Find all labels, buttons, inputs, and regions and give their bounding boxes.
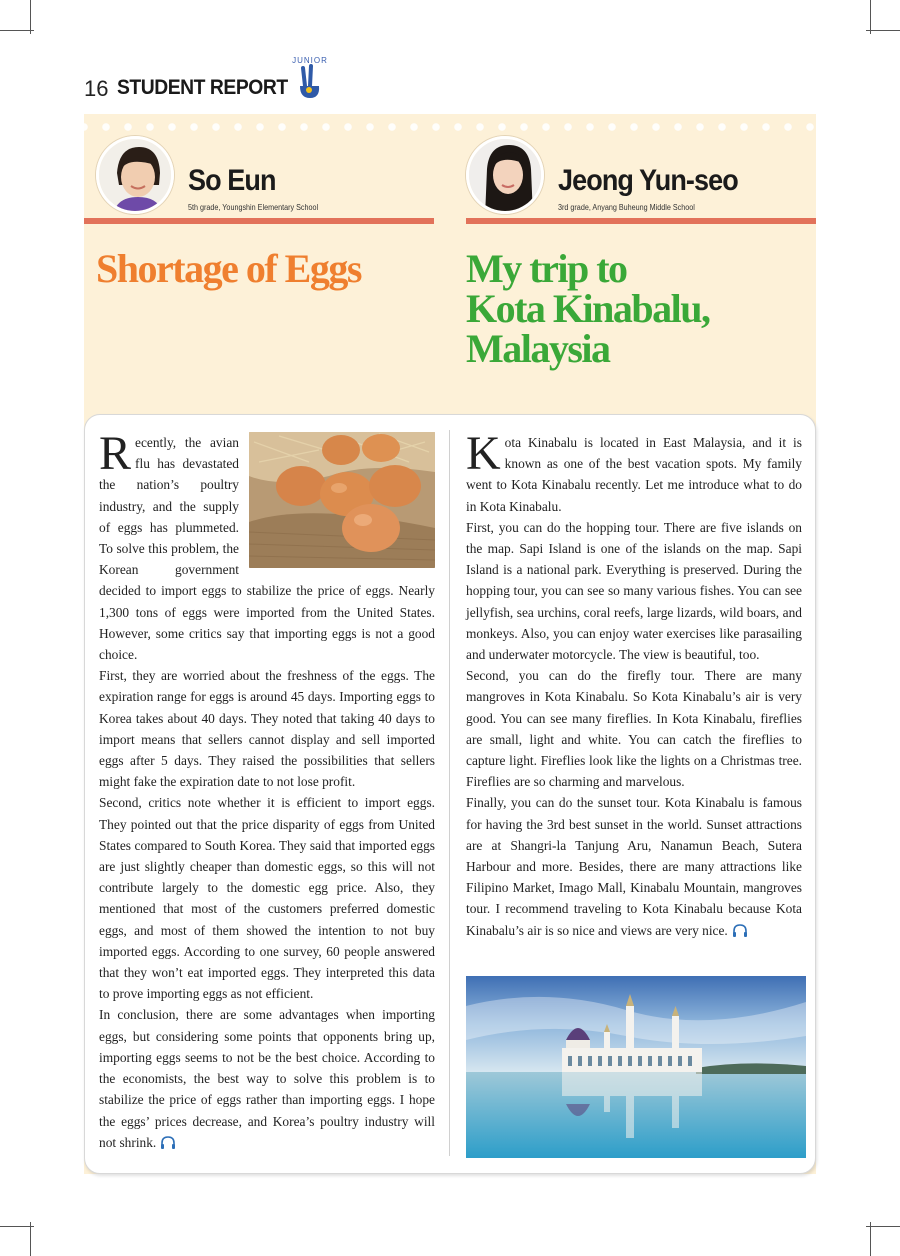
paragraph: Second, you can do the firefly tour. There are many mangroves in Kota Kinabalu. So Kota Kinabalu’s air is very good. You can see many fireflies. In Kota Kinabalu, fireflies are small, light and white. You can catch the fireflies to capture light. Fireflies look like the lights on a Christmas tree. Fireflies are so charming and marvelous. bbox=[466, 668, 802, 790]
article-body-left bbox=[99, 427, 435, 1153]
headline-line: Kota Kinabalu, bbox=[466, 286, 710, 331]
headphones-icon bbox=[160, 1136, 176, 1149]
article-headline-left: Shortage of Eggs bbox=[96, 246, 361, 291]
drop-cap: R bbox=[99, 427, 132, 480]
author-grade: 5th grade, Youngshin Elementary School bbox=[188, 203, 319, 212]
eggs-photo bbox=[249, 432, 435, 568]
headphones-icon bbox=[732, 924, 748, 937]
paragraph: Finally, you can do the sunset tour. Kota Kinabalu is famous for having the 3rd best sunset in the world. Sunset attractions are at Shangri-la Tanjung Aru, Nanamun Beach, Sutera Harbour and more. Besides, there are many attractions like Filipino Market, Imago Mall, Kinabalu Mountain, mangroves tour. I recommend traveling to Kota Kinabalu because Kota Kinabalu’s air is so nice and views are very nice. bbox=[466, 795, 802, 938]
avatar bbox=[96, 136, 174, 214]
crop-mark bbox=[0, 30, 34, 31]
crop-mark bbox=[30, 1222, 31, 1256]
author-block-right bbox=[466, 134, 816, 226]
crop-mark bbox=[866, 1226, 900, 1227]
paragraph: In conclusion, there are some advantages when importing eggs, but considering some points that opponents bring up, importing eggs seems to not be the best choice. According to the economists, the best way to solve this problem is to stabilize the price of eggs rather than importing eggs. I hope the eggs’ prices decrease, and Korea’s poultry industry will not shrink. bbox=[99, 1007, 435, 1150]
paragraph: Recently, the avian flu has devastated the nation’s poultry industry, and the supply of eggs has plummeted. To solve this problem, the Korean government decided to import eggs to stabilize the price of eggs. Nearly 1,300 tons of eggs were imported from the United States. However, some critics say that importing eggs is not a good choice. bbox=[99, 427, 435, 663]
author-rule bbox=[84, 218, 434, 224]
junior-logo bbox=[290, 56, 330, 104]
film-sprockets bbox=[84, 122, 816, 132]
author-block-left bbox=[84, 134, 434, 226]
page-number: 16 bbox=[84, 76, 109, 101]
article-headline-right bbox=[466, 246, 806, 371]
student-portrait-icon bbox=[99, 139, 174, 214]
crop-mark bbox=[870, 1222, 871, 1256]
page-header bbox=[84, 56, 384, 110]
author-name: Jeong Yun-seo bbox=[558, 164, 738, 197]
paragraph: Kota Kinabalu is located in East Malaysia, and it is known as one of the best vacation spots. My family went to Kota Kinabalu recently. Let me introduce what to do in Kota Kinabalu. bbox=[466, 427, 802, 514]
crop-mark bbox=[866, 30, 900, 31]
article-body-right bbox=[466, 427, 802, 941]
paragraph: First, they are worried about the freshness of the eggs. The expiration range for eggs is around 45 days. Importing eggs to Korea takes about 40 days. They noted that taking 40 days to import means that sellers cannot display and sell imported eggs after 5 days. They raised the possibilities that sellers might fake the expiration date to not lose profit. bbox=[99, 668, 435, 790]
avatar bbox=[466, 136, 544, 214]
paragraph: First, you can do the hopping tour. There are five islands on the map. Sapi Island is one of the islands on the map. Sapi Island is a national park. Everything is preserved. During the hopping tour, you can see so many various fishes. You can see jellyfish, sea urchins, coral reefs, large lizards, wild boars, and monkeys. Also, you can enjoy water exercises like parasailing and underwater motorcycle. The view is beautiful, too. bbox=[466, 519, 802, 663]
author-name: So Eun bbox=[188, 164, 276, 197]
mosque-image-icon bbox=[466, 976, 806, 1158]
eggs-image-icon bbox=[249, 432, 435, 568]
student-portrait-icon bbox=[469, 139, 544, 214]
author-grade: 3rd grade, Anyang Buheung Middle School bbox=[558, 203, 695, 212]
author-rule bbox=[466, 218, 816, 224]
logo-label: JUNIOR bbox=[292, 56, 328, 65]
crop-mark bbox=[870, 0, 871, 34]
drop-cap: K bbox=[466, 427, 501, 480]
headline-line: My trip to bbox=[466, 246, 627, 291]
section-title: STUDENT REPORT bbox=[117, 76, 288, 99]
crop-mark bbox=[0, 1226, 34, 1227]
paragraph: Second, critics note whether it is efficient to import eggs. They pointed out that the price disparity of eggs from United States compared to South Korea. They said that imported eggs are just slightly cheaper than domestic eggs, so this will not contribute largely to the domestic egg price. Also, they mentioned that most of the customers preferred domestic eggs, and most of them showed the intention to not buy imported eggs. According to one survey, 60 people answered that they won’t eat imported eggs. They interpreted this data to prove importing eggs as not efficient. bbox=[99, 795, 435, 1002]
headline-line: Malaysia bbox=[466, 326, 610, 371]
crop-mark bbox=[30, 0, 31, 34]
floating-mosque-photo bbox=[466, 976, 806, 1158]
column-divider bbox=[449, 430, 450, 1156]
